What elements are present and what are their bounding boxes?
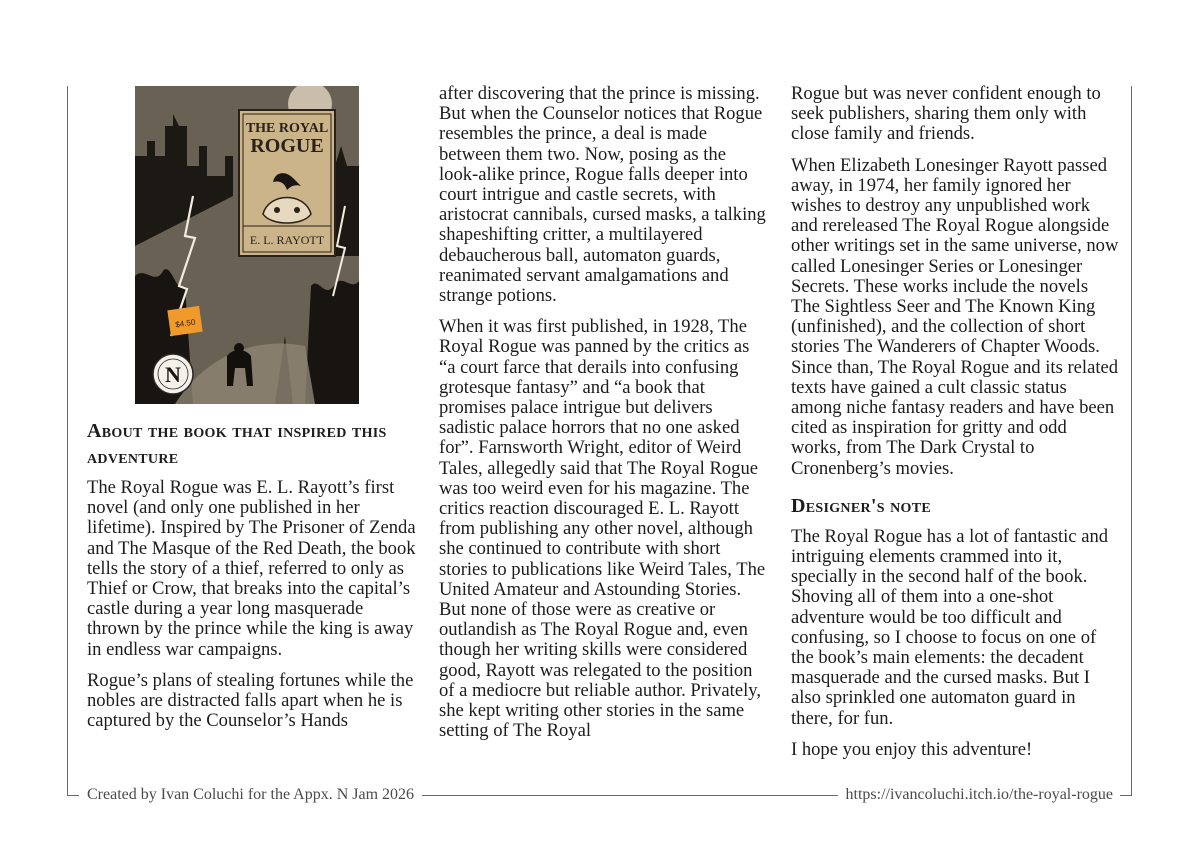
cover-author: E. L. RAYOTT: [249, 233, 325, 247]
page-footer: [87, 784, 1113, 806]
designers-note-heading: Designer's note: [791, 494, 931, 517]
frame-right-border: [1131, 86, 1132, 795]
frame-corner-right: [1120, 795, 1132, 796]
plot-paragraph: after discovering that the prince is missing. But when the Counselor notices that Rogue resembles the prince, a deal is made between them two. Now, posing as the look-alike prince, Rogue falls deeper into court intrigue and castle secrets, with aristocrat cannibals, cursed masks, a talking shapeshifting critter, a multilayered debaucherous ball, automaton guards, reanimated servant amalgamations and strange potions.: [439, 83, 766, 307]
about-book-heading: About the book that inspired this adventure: [87, 420, 387, 468]
cover-seal-letter: N: [165, 362, 181, 387]
footer-url-link[interactable]: https://ivancoluchi.itch.io/the-royal-rogue: [845, 786, 1113, 803]
cover-title-line2: ROGUE: [250, 135, 324, 157]
legacy-paragraph: When Elizabeth Lonesinger Rayott passed away, in 1974, her family ignored her wishes to destroy any unpublished work and rereleased The Royal Rogue alongside other writings set in the same universe, now called Lonesinger Series or Lonesinger Secrets. These works include the novels The Sightless Seer and The Known King (unfinished), and the collection of short stories The Wanderers of Chapter Woods. Since than, The Royal Rogue and its related texts have gained a cult classic status among niche fantasy readers and have been cited as inspiration for gritty and odd works, from The Dark Crystal to Cronenberg’s movies.: [791, 154, 1119, 479]
column-middle: [439, 84, 769, 753]
column-right: [791, 84, 1121, 771]
publication-continued-paragraph: Rogue but was never confident enough to seek publishers, sharing them only with close family and friends.: [791, 83, 1101, 145]
footer-credit: Created by Ivan Coluchi for the Appx. N Jam 2026: [87, 786, 415, 803]
about-book-paragraph-1: The Royal Rogue was E. L. Rayott’s first novel (and only one published in her lifetime). Inspired by The Prisoner of Zenda and The Masque of the Red Death, the book tells the story of a thief, referred to only as Thief or Crow, that breaks into the capital’s castle during a year long masquerade thrown by the prince while the king is away in endless war campaigns.: [87, 477, 416, 660]
book-cover-image: [135, 86, 359, 404]
frame-left-border: [67, 86, 68, 795]
publication-history-paragraph: When it was first published, in 1928, The Royal Rogue was panned by the critics as “a court farce that derails into confusing grotesque fantasy” and “a book that promises palace intrigue but delivers sadistic palace horrors that no one asked for”. Farnsworth Wright, editor of Weird Tales, allegedly said that The Royal Rogue was too weird even for his magazine. The critics reaction discouraged E. L. Rayott from publishing any other novel, although she continued to contribute with short stories to publications like Weird Tales, The United Amateur and Astounding Stories. But none of those were as creative or outlandish as The Royal Rogue and, even though her writing skills were considered good, Rayott was relegated to the position of a mediocre but reliable author. Privately, she kept writing other stories in the same setting of The Royal: [439, 316, 766, 742]
about-book-paragraph-2: Rogue’s plans of stealing fortunes while the nobles are distracted falls apart when he is captured by the Counselor’s Hands: [87, 669, 414, 732]
cover-price-tag: $4.50: [174, 317, 196, 330]
footer-rule: [422, 795, 837, 796]
closing-paragraph: I hope you enjoy this adventure!: [791, 738, 1033, 760]
frame-corner-left: [67, 795, 79, 796]
cover-title-line1: THE ROYAL: [245, 121, 329, 136]
column-left: [87, 418, 417, 742]
designers-note-paragraph: The Royal Rogue has a lot of fantastic and intriguing elements crammed into it, specially in the second half of the book. Shoving all of them into a one-shot adventure would be too difficult and confusing, so I choose to focus on one of the book’s main elements: the decadent masquerade and the cursed masks. But I also sprinkled one automaton guard in there, for fun.: [791, 525, 1109, 729]
